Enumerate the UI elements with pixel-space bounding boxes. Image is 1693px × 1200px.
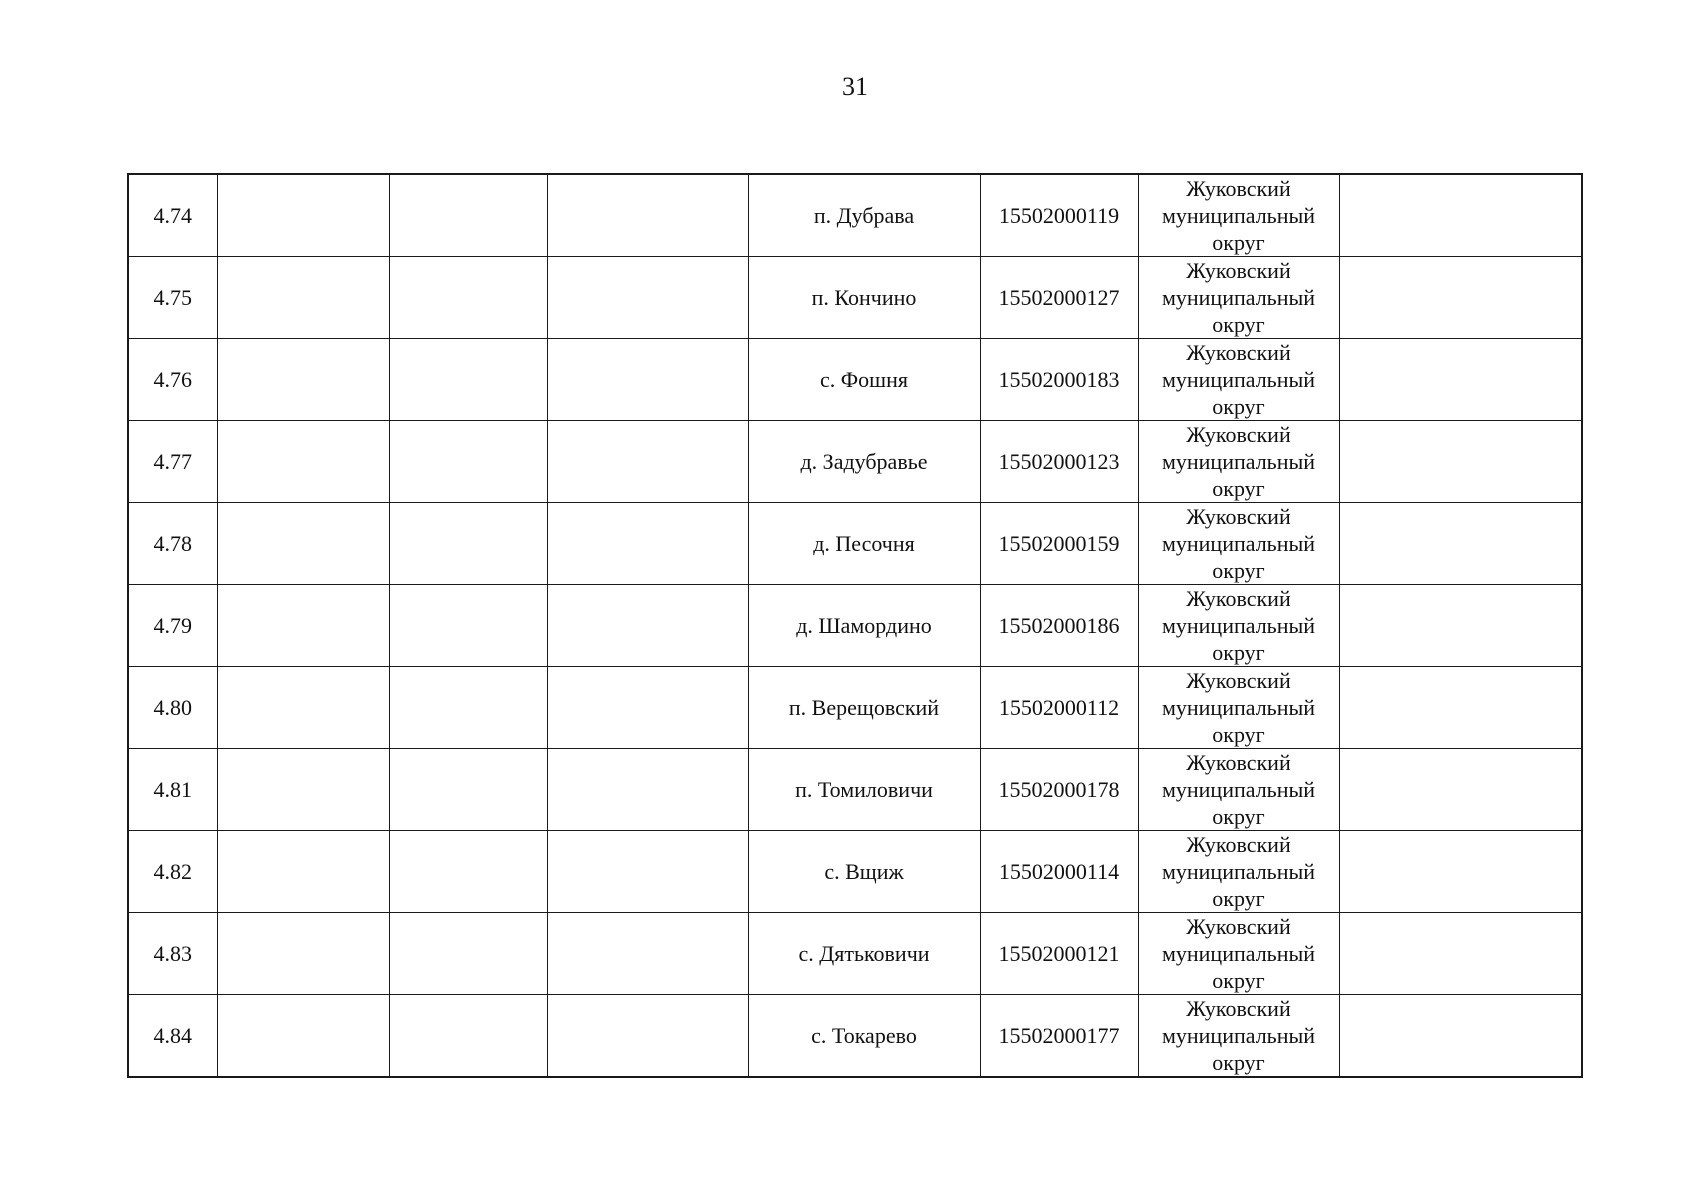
oktmo-code-cell: 15502000121 — [980, 913, 1138, 995]
empty-cell-2 — [217, 667, 389, 749]
table-row — [128, 995, 1582, 1078]
empty-cell-3 — [389, 667, 547, 749]
oktmo-code-cell: 15502000159 — [980, 503, 1138, 585]
district-cell — [1138, 174, 1339, 257]
row-number-cell: 4.74 — [128, 174, 217, 257]
table-row — [128, 831, 1582, 913]
oktmo-code-cell: 15502000112 — [980, 667, 1138, 749]
oktmo-code-cell: 15502000183 — [980, 339, 1138, 421]
empty-cell-4 — [547, 749, 748, 831]
row-number-cell: 4.79 — [128, 585, 217, 667]
settlement-cell: п. Верещовский — [748, 667, 980, 749]
district-line: Жуковский — [1186, 586, 1291, 611]
district-line: муниципальный — [1161, 203, 1316, 228]
empty-cell-3 — [389, 995, 547, 1078]
oktmo-code-cell: 15502000123 — [980, 421, 1138, 503]
district-line: муниципальный — [1161, 367, 1316, 392]
district-cell — [1138, 503, 1339, 585]
settlements-table — [127, 173, 1583, 1078]
district-line: муниципальный — [1161, 531, 1316, 556]
empty-cell-3 — [389, 749, 547, 831]
settlement-cell: п. Кончино — [748, 257, 980, 339]
row-number-cell: 4.80 — [128, 667, 217, 749]
district-cell — [1138, 913, 1339, 995]
settlement-cell: п. Томиловичи — [748, 749, 980, 831]
district-line: Жуковский — [1186, 914, 1291, 939]
district-line: округ — [1212, 558, 1265, 583]
oktmo-code-cell: 15502000119 — [980, 174, 1138, 257]
district-line: Жуковский — [1186, 258, 1291, 283]
table-body — [128, 174, 1582, 1077]
district-line: Жуковский — [1186, 750, 1291, 775]
oktmo-code-cell: 15502000178 — [980, 749, 1138, 831]
district-line: муниципальный — [1161, 941, 1316, 966]
district-line: Жуковский — [1186, 668, 1291, 693]
row-number-cell: 4.76 — [128, 339, 217, 421]
empty-cell-2 — [217, 749, 389, 831]
empty-cell-4 — [547, 831, 748, 913]
district-line: округ — [1212, 394, 1265, 419]
empty-cell-8 — [1339, 257, 1582, 339]
empty-cell-3 — [389, 421, 547, 503]
district-line: округ — [1212, 886, 1265, 911]
table-row — [128, 174, 1582, 257]
table-row — [128, 257, 1582, 339]
district-line: муниципальный — [1161, 859, 1316, 884]
district-line: Жуковский — [1186, 832, 1291, 857]
district-line: Жуковский — [1186, 422, 1291, 447]
oktmo-code-cell: 15502000186 — [980, 585, 1138, 667]
empty-cell-8 — [1339, 174, 1582, 257]
empty-cell-2 — [217, 831, 389, 913]
empty-cell-3 — [389, 339, 547, 421]
district-cell — [1138, 585, 1339, 667]
district-cell — [1138, 339, 1339, 421]
oktmo-code-cell: 15502000114 — [980, 831, 1138, 913]
empty-cell-8 — [1339, 339, 1582, 421]
page-number: 31 — [842, 72, 868, 101]
empty-cell-3 — [389, 913, 547, 995]
empty-cell-3 — [389, 503, 547, 585]
district-line: Жуковский — [1186, 340, 1291, 365]
district-line: округ — [1212, 804, 1265, 829]
empty-cell-2 — [217, 913, 389, 995]
oktmo-code-cell: 15502000177 — [980, 995, 1138, 1078]
empty-cell-3 — [389, 585, 547, 667]
empty-cell-3 — [389, 174, 547, 257]
empty-cell-4 — [547, 995, 748, 1078]
district-cell — [1138, 831, 1339, 913]
empty-cell-2 — [217, 174, 389, 257]
settlement-cell: д. Песочня — [748, 503, 980, 585]
district-line: округ — [1212, 1050, 1265, 1075]
empty-cell-8 — [1339, 831, 1582, 913]
empty-cell-4 — [547, 339, 748, 421]
district-line: муниципальный — [1161, 613, 1316, 638]
empty-cell-8 — [1339, 585, 1582, 667]
table-row — [128, 667, 1582, 749]
settlement-cell: с. Дятьковичи — [748, 913, 980, 995]
table-row — [128, 749, 1582, 831]
district-line: муниципальный — [1161, 777, 1316, 802]
district-line: муниципальный — [1161, 449, 1316, 474]
settlement-cell: с. Фошня — [748, 339, 980, 421]
empty-cell-2 — [217, 257, 389, 339]
empty-cell-8 — [1339, 913, 1582, 995]
district-line: округ — [1212, 230, 1265, 255]
empty-cell-4 — [547, 585, 748, 667]
empty-cell-2 — [217, 421, 389, 503]
empty-cell-2 — [217, 995, 389, 1078]
settlement-cell: д. Задубравье — [748, 421, 980, 503]
district-line: муниципальный — [1161, 1023, 1316, 1048]
table-row — [128, 421, 1582, 503]
district-cell — [1138, 421, 1339, 503]
district-cell — [1138, 995, 1339, 1078]
empty-cell-8 — [1339, 667, 1582, 749]
table-row — [128, 585, 1582, 667]
table-row — [128, 503, 1582, 585]
empty-cell-4 — [547, 257, 748, 339]
row-number-cell: 4.78 — [128, 503, 217, 585]
table-row — [128, 913, 1582, 995]
row-number-cell: 4.77 — [128, 421, 217, 503]
empty-cell-2 — [217, 503, 389, 585]
empty-cell-4 — [547, 667, 748, 749]
empty-cell-2 — [217, 585, 389, 667]
empty-cell-8 — [1339, 749, 1582, 831]
empty-cell-3 — [389, 257, 547, 339]
district-line: округ — [1212, 640, 1265, 665]
empty-cell-2 — [217, 339, 389, 421]
district-line: муниципальный — [1161, 695, 1316, 720]
empty-cell-3 — [389, 831, 547, 913]
oktmo-code-cell: 15502000127 — [980, 257, 1138, 339]
empty-cell-8 — [1339, 421, 1582, 503]
row-number-cell: 4.83 — [128, 913, 217, 995]
row-number-cell: 4.81 — [128, 749, 217, 831]
district-cell — [1138, 257, 1339, 339]
settlement-cell: с. Токарево — [748, 995, 980, 1078]
empty-cell-4 — [547, 503, 748, 585]
empty-cell-4 — [547, 421, 748, 503]
settlement-cell: с. Вщиж — [748, 831, 980, 913]
district-line: муниципальный — [1161, 285, 1316, 310]
district-line: Жуковский — [1186, 996, 1291, 1021]
settlement-cell: д. Шамордино — [748, 585, 980, 667]
table-row — [128, 339, 1582, 421]
district-line: округ — [1212, 312, 1265, 337]
empty-cell-8 — [1339, 503, 1582, 585]
district-line: округ — [1212, 968, 1265, 993]
empty-cell-8 — [1339, 995, 1582, 1078]
district-line: округ — [1212, 476, 1265, 501]
empty-cell-4 — [547, 913, 748, 995]
district-line: Жуковский — [1186, 176, 1291, 201]
settlement-cell: п. Дубрава — [748, 174, 980, 257]
district-line: округ — [1212, 722, 1265, 747]
district-cell — [1138, 749, 1339, 831]
row-number-cell: 4.75 — [128, 257, 217, 339]
district-cell — [1138, 667, 1339, 749]
empty-cell-4 — [547, 174, 748, 257]
district-line: Жуковский — [1186, 504, 1291, 529]
row-number-cell: 4.82 — [128, 831, 217, 913]
row-number-cell: 4.84 — [128, 995, 217, 1078]
